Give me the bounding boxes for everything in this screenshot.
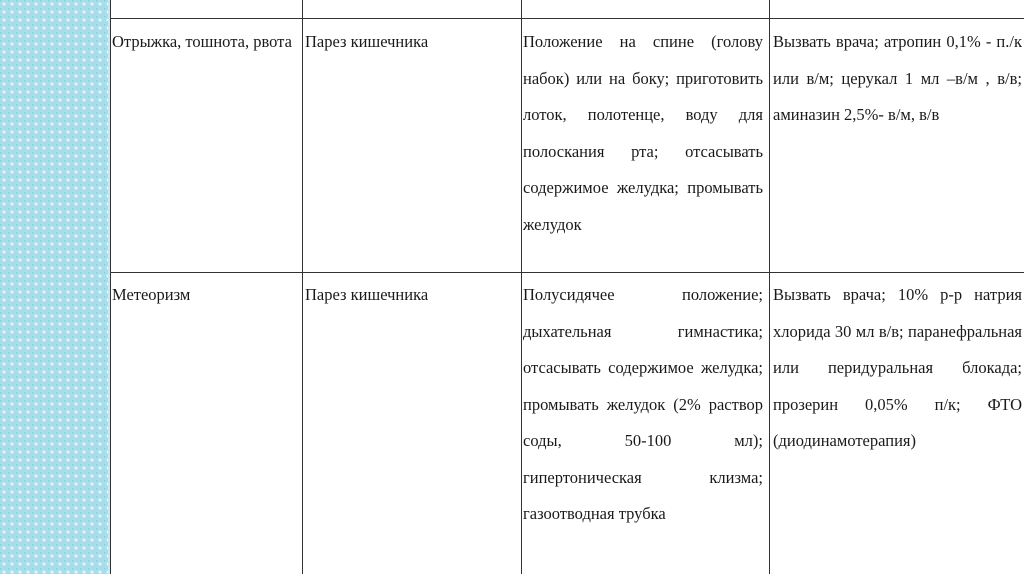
table-row-1-nursing-care: Положение на спине (голову набок) или на боку; приготовить лоток, полотенце, воду для полоскания рта; отсасывать содержимое желудка; промывать желудок: [523, 32, 763, 234]
table-row-2-nursing-care: Полусидячее положение; дыхательная гимнастика; отсасывать содержимое желудка; промывать желудок (2% раствор соды, 50-100 мл); гипертоническая клизма; газоотводная трубка: [523, 285, 763, 523]
table-row-2-symptom: Метеоризм: [112, 285, 191, 304]
column-divider: [302, 0, 303, 574]
column-divider: [769, 0, 770, 574]
table-row-1-treatment: Вызвать врача; атропин 0,1% - п./к или в/м; церукал 1 мл –в/м , в/в; аминазин 2,5%- в/м, в/в: [773, 32, 1022, 124]
table-row-2-cause: Парез кишечника: [305, 285, 429, 304]
table-border-left: [110, 0, 111, 574]
column-divider: [521, 0, 522, 574]
table-row-2-treatment: Вызвать врача; 10% р-р натрия хлорида 30 мл в/в; паранефральная или перидуральная блокада; прозерин 0,05% п/к; ФТО (диодинамотерапия): [773, 285, 1022, 450]
care-table: [110, 0, 1024, 574]
table-row-1-symptom: Отрыжка, тошнота, рвота: [112, 32, 292, 51]
table-border-top: [110, 18, 1024, 19]
row-divider: [110, 272, 1024, 273]
table-row-1-cause: Парез кишечника: [305, 32, 429, 51]
decorative-side-pattern: [0, 0, 108, 574]
